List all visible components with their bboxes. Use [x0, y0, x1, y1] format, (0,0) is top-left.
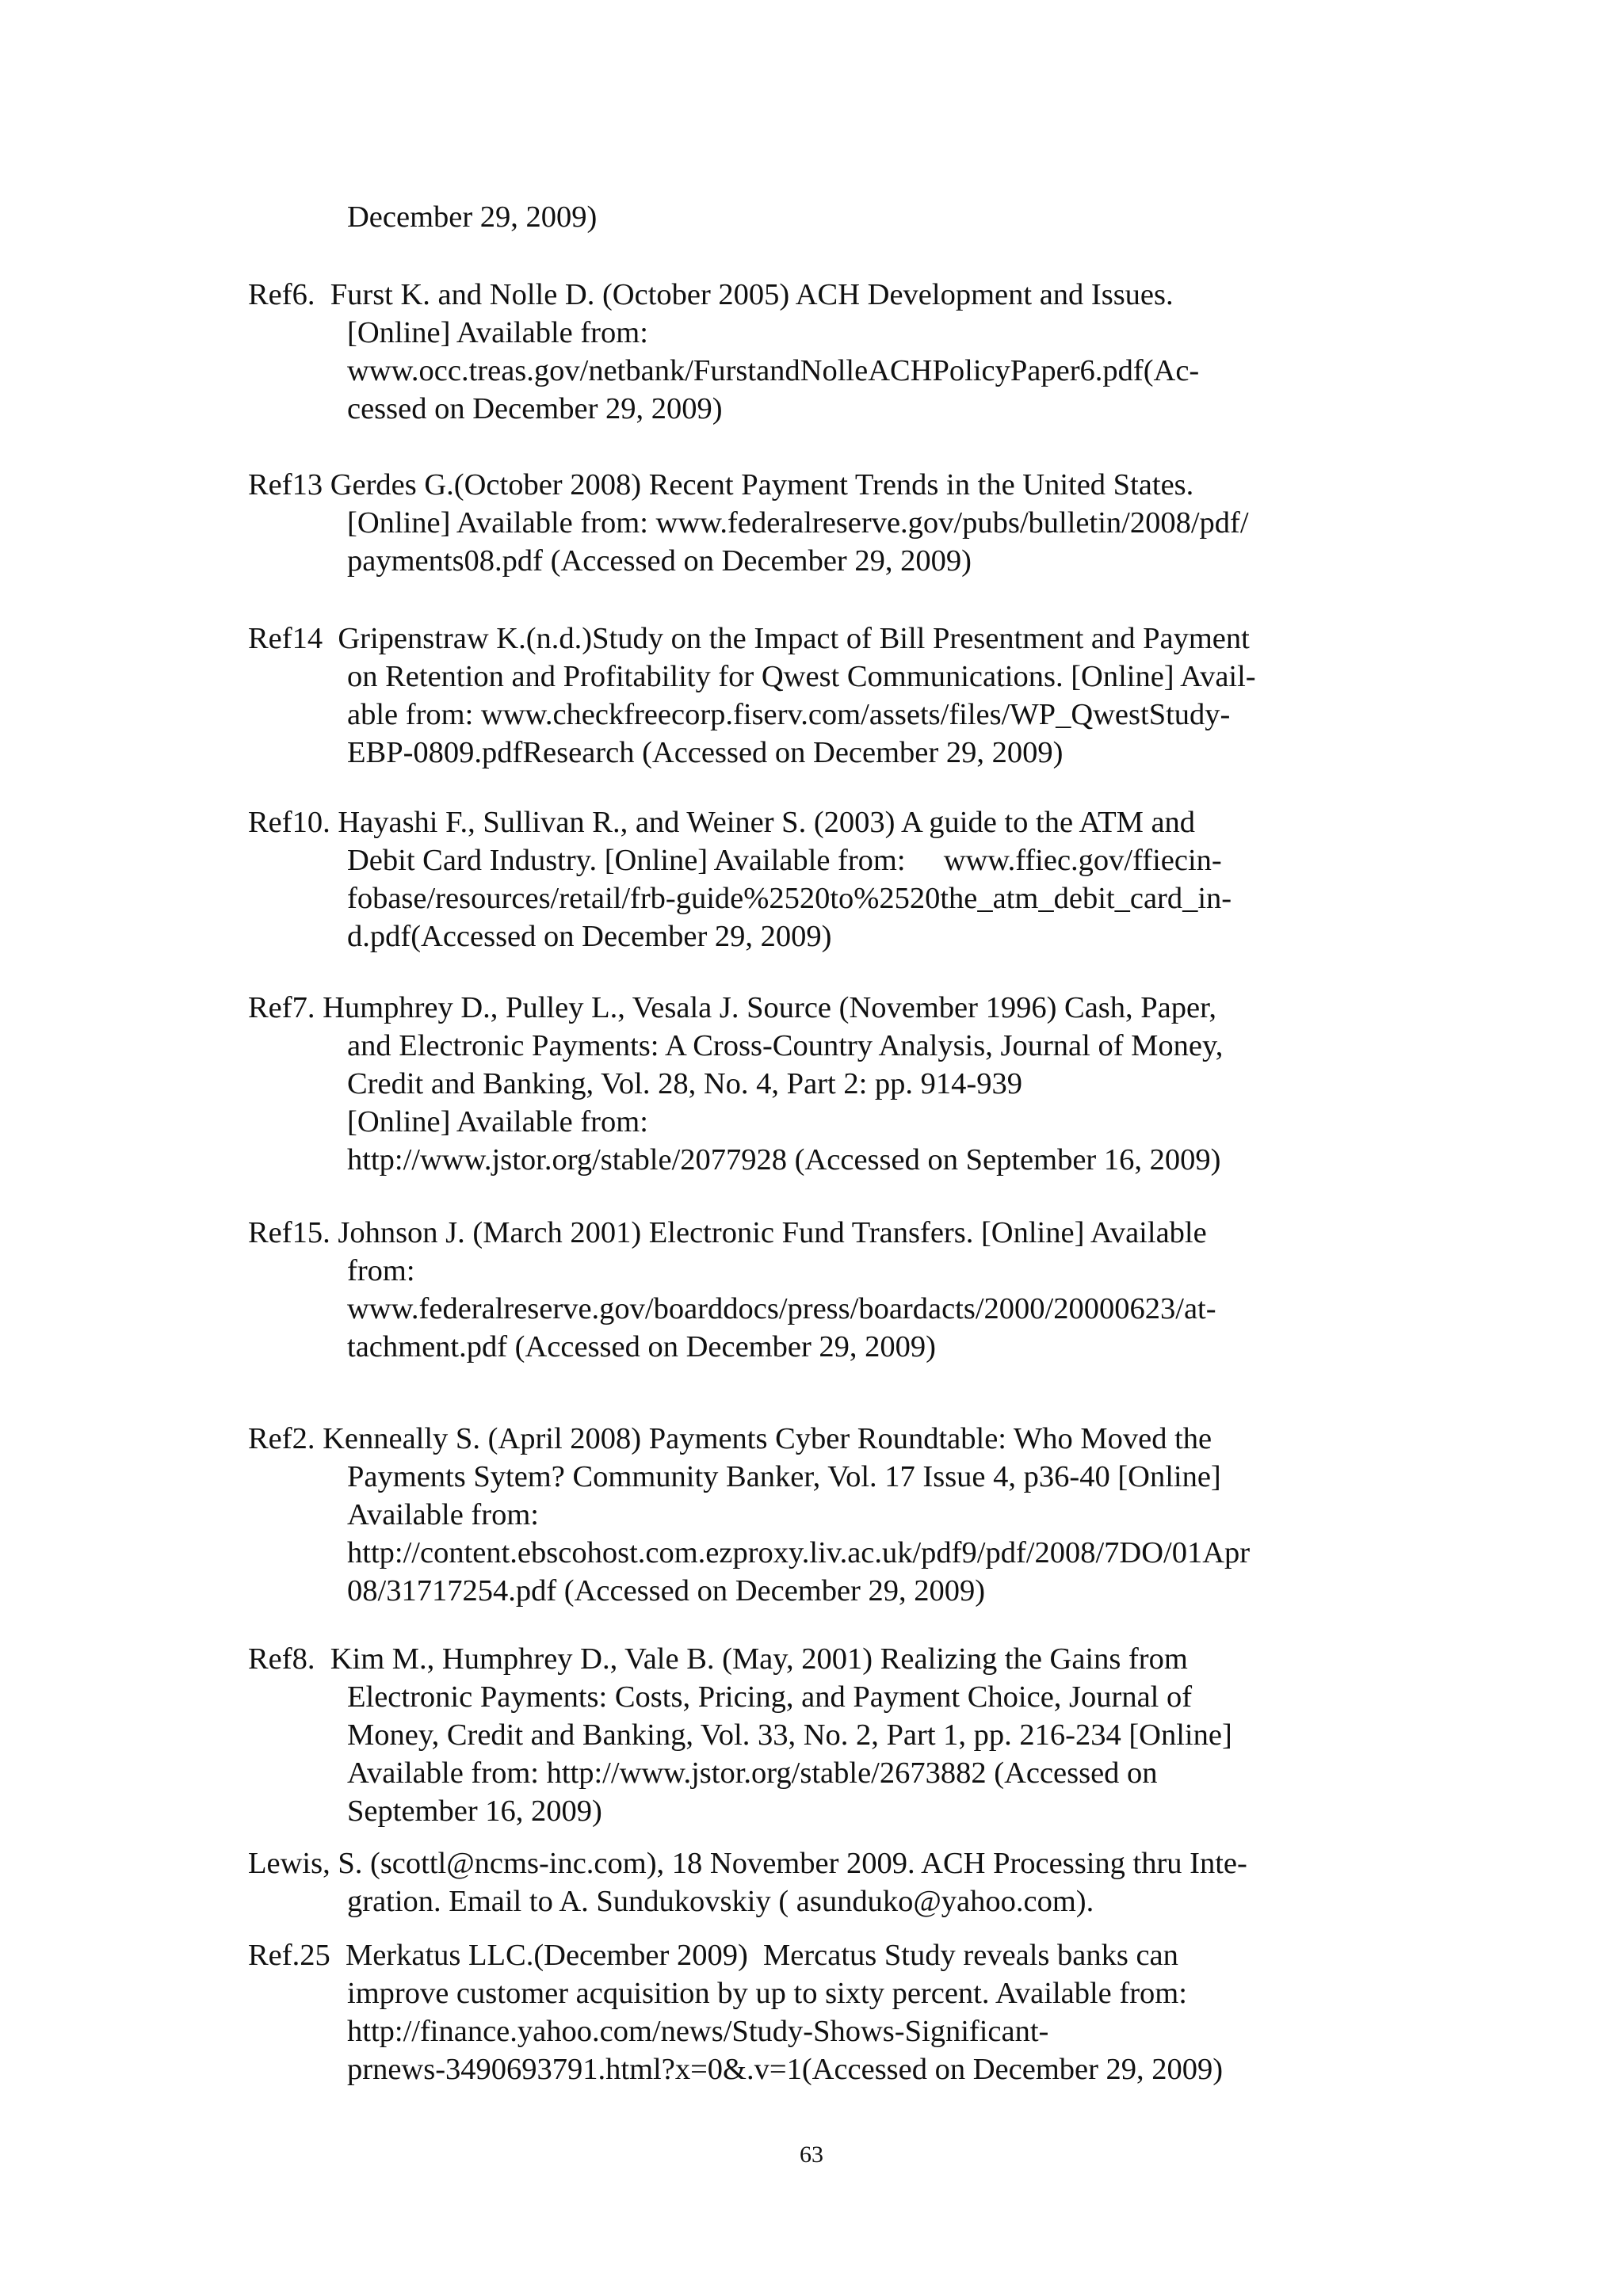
- reference-line: December 29, 2009): [347, 200, 598, 234]
- reference-line: improve customer acquisition by up to sixty percent. Available from:: [347, 1977, 1187, 2010]
- reference-line: fobase/resources/retail/frb-guide%2520to%2520the_atm_debit_card_in-: [347, 882, 1232, 915]
- reference-line: Ref15. Johnson J. (March 2001) Electronic Fund Transfers. [Online] Available: [248, 1216, 1207, 1249]
- reference-line: [Online] Available from: www.federalreserve.gov/pubs/bulletin/2008/pdf/: [347, 506, 1249, 540]
- reference-line: www.federalreserve.gov/boarddocs/press/boardacts/2000/20000623/at-: [347, 1292, 1216, 1325]
- reference-line: payments08.pdf (Accessed on December 29, 2009): [347, 544, 972, 578]
- page-number: 63: [800, 2142, 823, 2168]
- reference-line: www.occ.treas.gov/netbank/FurstandNolleACHPolicyPaper6.pdf(Ac-: [347, 354, 1200, 387]
- reference-line: Ref7. Humphrey D., Pulley L., Vesala J. Source (November 1996) Cash, Paper,: [248, 991, 1217, 1024]
- reference-line: Available from:: [347, 1498, 539, 1531]
- reference-line: Ref14 Gripenstraw K.(n.d.)Study on the Impact of Bill Presentment and Payment: [248, 622, 1250, 655]
- reference-line: Ref2. Kenneally S. (April 2008) Payments Cyber Roundtable: Who Moved the: [248, 1422, 1212, 1455]
- reference-line: Debit Card Industry. [Online] Available from: www.ffiec.gov/ffiecin-: [347, 844, 1222, 877]
- reference-line: Lewis, S. (scottl@ncms-inc.com), 18 November 2009. ACH Processing thru Inte-: [248, 1847, 1247, 1880]
- reference-line: Available from: http://www.jstor.org/stable/2673882 (Accessed on: [347, 1756, 1158, 1790]
- reference-line: tachment.pdf (Accessed on December 29, 2009): [347, 1330, 936, 1363]
- reference-line: [Online] Available from:: [347, 316, 648, 349]
- reference-line: http://content.ebscohost.com.ezproxy.liv.ac.uk/pdf9/pdf/2008/7DO/01Apr: [347, 1536, 1251, 1569]
- reference-line: prnews-3490693791.html?x=0&.v=1(Accessed on December 29, 2009): [347, 2053, 1224, 2086]
- reference-line: http://www.jstor.org/stable/2077928 (Accessed on September 16, 2009): [347, 1143, 1221, 1177]
- reference-line: [Online] Available from:: [347, 1105, 648, 1138]
- reference-line: gration. Email to A. Sundukovskiy ( asunduko@yahoo.com).: [347, 1885, 1094, 1918]
- reference-line: Credit and Banking, Vol. 28, No. 4, Part 2: pp. 914-939: [347, 1067, 1022, 1100]
- reference-line: on Retention and Profitability for Qwest Communications. [Online] Avail-: [347, 660, 1256, 693]
- reference-line: cessed on December 29, 2009): [347, 392, 723, 425]
- reference-line: Ref13 Gerdes G.(October 2008) Recent Payment Trends in the United States.: [248, 468, 1194, 502]
- reference-line: Ref.25 Merkatus LLC.(December 2009) Mercatus Study reveals banks can: [248, 1939, 1178, 1972]
- reference-line: and Electronic Payments: A Cross-Country Analysis, Journal of Money,: [347, 1029, 1224, 1062]
- reference-line: Ref8. Kim M., Humphrey D., Vale B. (May, 2001) Realizing the Gains from: [248, 1642, 1188, 1676]
- reference-line: EBP-0809.pdfResearch (Accessed on December 29, 2009): [347, 736, 1064, 769]
- reference-line: from:: [347, 1254, 415, 1287]
- reference-line: 08/31717254.pdf (Accessed on December 29, 2009): [347, 1574, 986, 1608]
- reference-line: Electronic Payments: Costs, Pricing, and Payment Choice, Journal of: [347, 1680, 1193, 1714]
- reference-line: d.pdf(Accessed on December 29, 2009): [347, 920, 832, 953]
- reference-line: Ref10. Hayashi F., Sullivan R., and Weiner S. (2003) A guide to the ATM and: [248, 806, 1196, 839]
- reference-line: Ref6. Furst K. and Nolle D. (October 2005) ACH Development and Issues.: [248, 278, 1174, 311]
- reference-line: Money, Credit and Banking, Vol. 33, No. 2, Part 1, pp. 216-234 [Online]: [347, 1718, 1232, 1752]
- reference-line: http://finance.yahoo.com/news/Study-Shows-Significant-: [347, 2015, 1049, 2048]
- reference-line: able from: www.checkfreecorp.fiserv.com/assets/files/WP_QwestStudy-: [347, 698, 1231, 731]
- reference-line: Payments Sytem? Community Banker, Vol. 17 Issue 4, p36-40 [Online]: [347, 1460, 1221, 1493]
- reference-line: September 16, 2009): [347, 1794, 602, 1828]
